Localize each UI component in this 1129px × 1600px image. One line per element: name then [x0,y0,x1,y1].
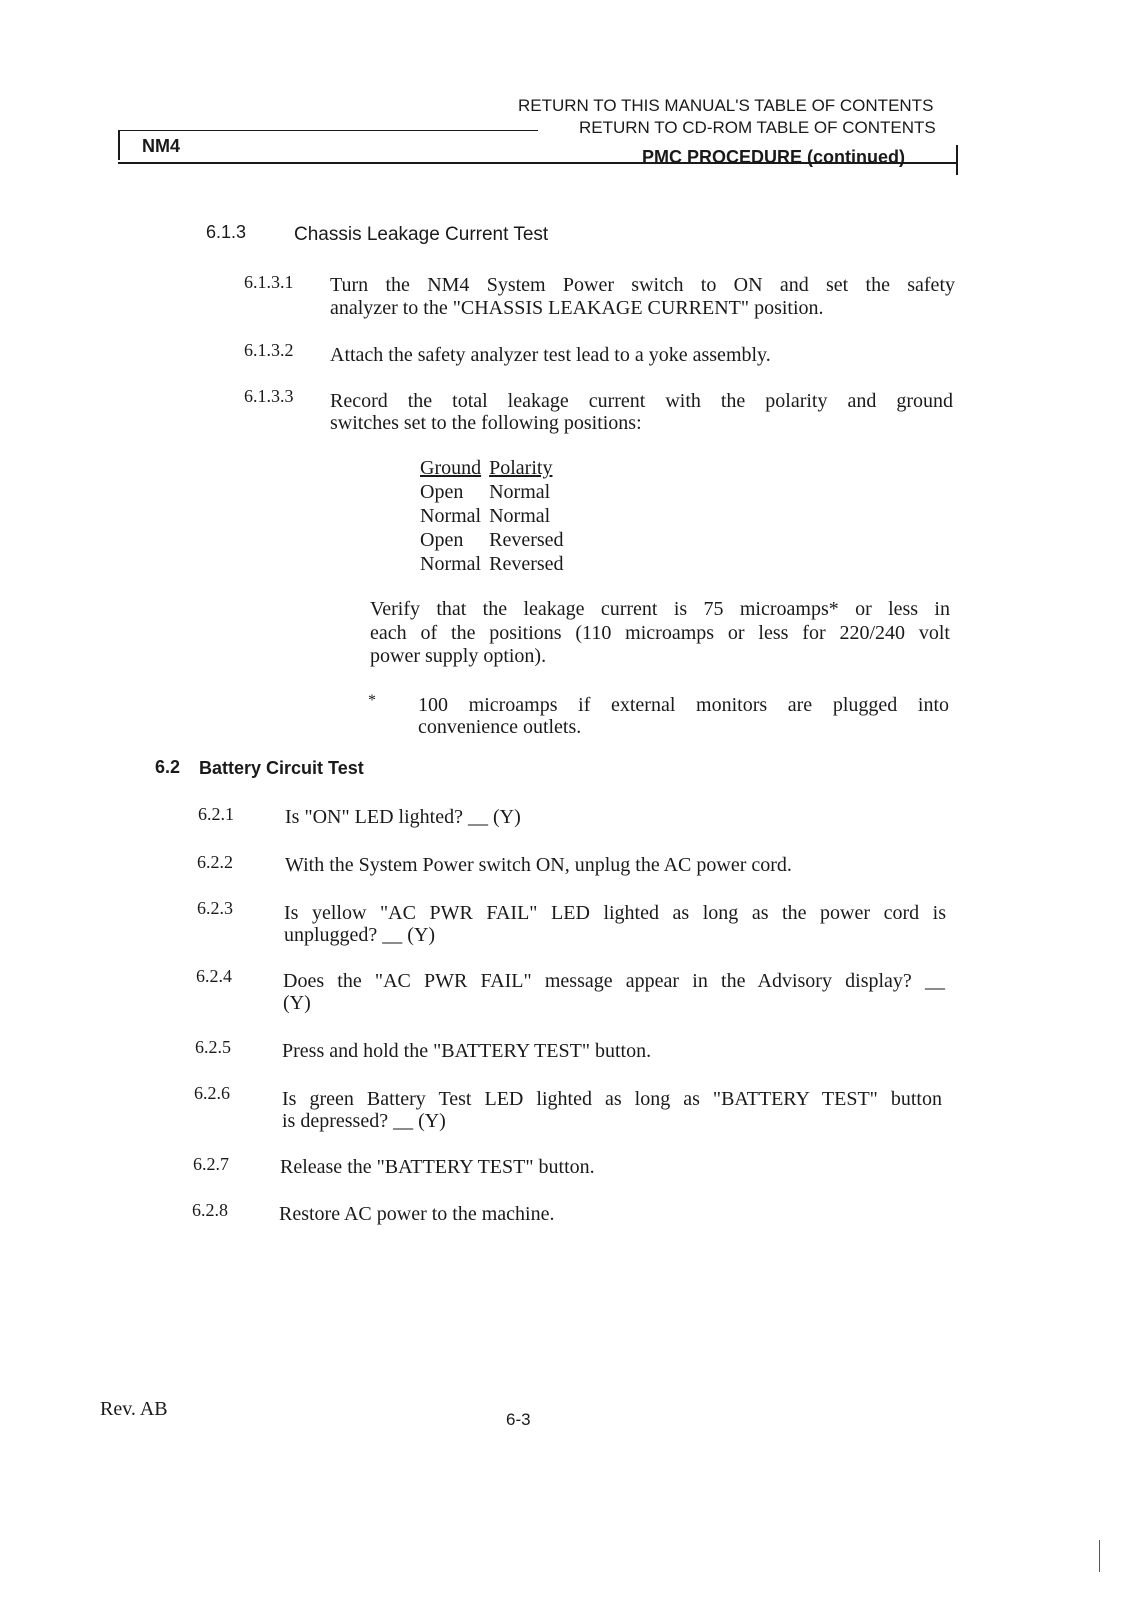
ground-column-header: Ground [420,457,482,479]
step-6-2-5-number: 6.2.5 [195,1037,231,1057]
step-6-2-6-text: Is green Battery Test LED lighted as long as "BATTERY TEST" button [282,1088,942,1110]
step-6-2-2-number: 6.2.2 [197,852,233,872]
polarity-cell: Normal [489,481,551,503]
step-6-1-3-2-number: 6.1.3.2 [244,340,294,360]
ground-polarity-table [420,456,572,576]
cdrom-toc-link[interactable]: RETURN TO CD-ROM TABLE OF CONTENTS [579,118,936,137]
step-6-2-4-text-cont: (Y) [283,992,311,1014]
step-6-1-3-2-text: Attach the safety analyzer test lead to a yoke assembly. [330,344,771,366]
ground-cell: Open [420,481,464,503]
step-6-2-6-text-cont: is depressed? __ (Y) [282,1110,446,1132]
polarity-cell: Reversed [489,553,564,575]
step-6-1-3-3-text-cont: switches set to the following positions: [330,412,642,434]
scan-edge-mark [1099,1540,1100,1572]
polarity-column-header: Polarity [489,457,553,479]
step-6-1-3-1-number: 6.1.3.1 [244,272,294,292]
table-header-row [420,456,572,480]
footnote-line-2: convenience outlets. [418,716,582,738]
page-number: 6-3 [506,1410,531,1429]
step-6-1-3-3-text: Record the total leakage current with the polarity and ground [330,390,953,412]
ground-cell: Normal [420,505,482,527]
header-left-bar [118,130,120,160]
revision-label: Rev. AB [100,1398,168,1420]
step-6-2-3-text-cont: unplugged? __ (Y) [284,924,436,946]
footnote-marker: * [368,692,376,709]
verify-line-1: Verify that the leakage current is 75 microamps* or less in [370,598,950,620]
step-6-2-7-text: Release the "BATTERY TEST" button. [280,1156,595,1178]
table-row [420,552,572,576]
step-6-2-1-text: Is "ON" LED lighted? __ (Y) [285,806,521,828]
step-6-2-5-text: Press and hold the "BATTERY TEST" button. [282,1040,652,1062]
table-row [420,528,572,552]
step-6-2-3-number: 6.2.3 [197,898,233,918]
step-6-1-3-1-text-cont: analyzer to the "CHASSIS LEAKAGE CURRENT" position. [330,297,824,319]
section-6-2-number: 6.2 [155,757,181,777]
manual-toc-link[interactable]: RETURN TO THIS MANUAL'S TABLE OF CONTENTS [518,96,934,115]
polarity-cell: Reversed [489,529,564,551]
header-top-rule [118,130,538,131]
step-6-2-4-text: Does the "AC PWR FAIL" message appear in the Advisory display? __ [283,970,945,992]
table-row [420,504,572,528]
ground-cell: Normal [420,553,482,575]
step-6-2-1-number: 6.2.1 [198,804,234,824]
step-6-2-6-number: 6.2.6 [194,1083,230,1103]
polarity-cell: Normal [489,505,551,527]
step-6-1-3-1-text: Turn the NM4 System Power switch to ON and set the safety [330,274,955,296]
step-6-2-8-number: 6.2.8 [192,1200,228,1220]
step-6-2-7-number: 6.2.7 [193,1154,229,1174]
header-right-bar [956,145,958,175]
step-6-2-2-text: With the System Power switch ON, unplug the AC power cord. [285,854,792,876]
ground-cell: Open [420,529,464,551]
table-row [420,480,572,504]
step-6-2-3-text: Is yellow "AC PWR FAIL" LED lighted as long as the power cord is [284,902,946,924]
section-6-2-title: Battery Circuit Test [199,758,364,778]
section-header-title: PMC PROCEDURE (continued) [642,147,905,167]
section-6-1-3-number: 6.1.3 [206,222,247,242]
step-6-2-8-text: Restore AC power to the machine. [279,1203,555,1225]
verify-line-3: power supply option). [370,645,547,667]
footnote-line-1: 100 microamps if external monitors are plugged into [418,694,949,716]
model-label: NM4 [142,136,181,156]
section-6-1-3-title: Chassis Leakage Current Test [294,224,549,245]
step-6-1-3-3-number: 6.1.3.3 [244,386,294,406]
step-6-2-4-number: 6.2.4 [196,966,232,986]
verify-line-2: each of the positions (110 microamps or less for 220/240 volt [370,622,950,644]
